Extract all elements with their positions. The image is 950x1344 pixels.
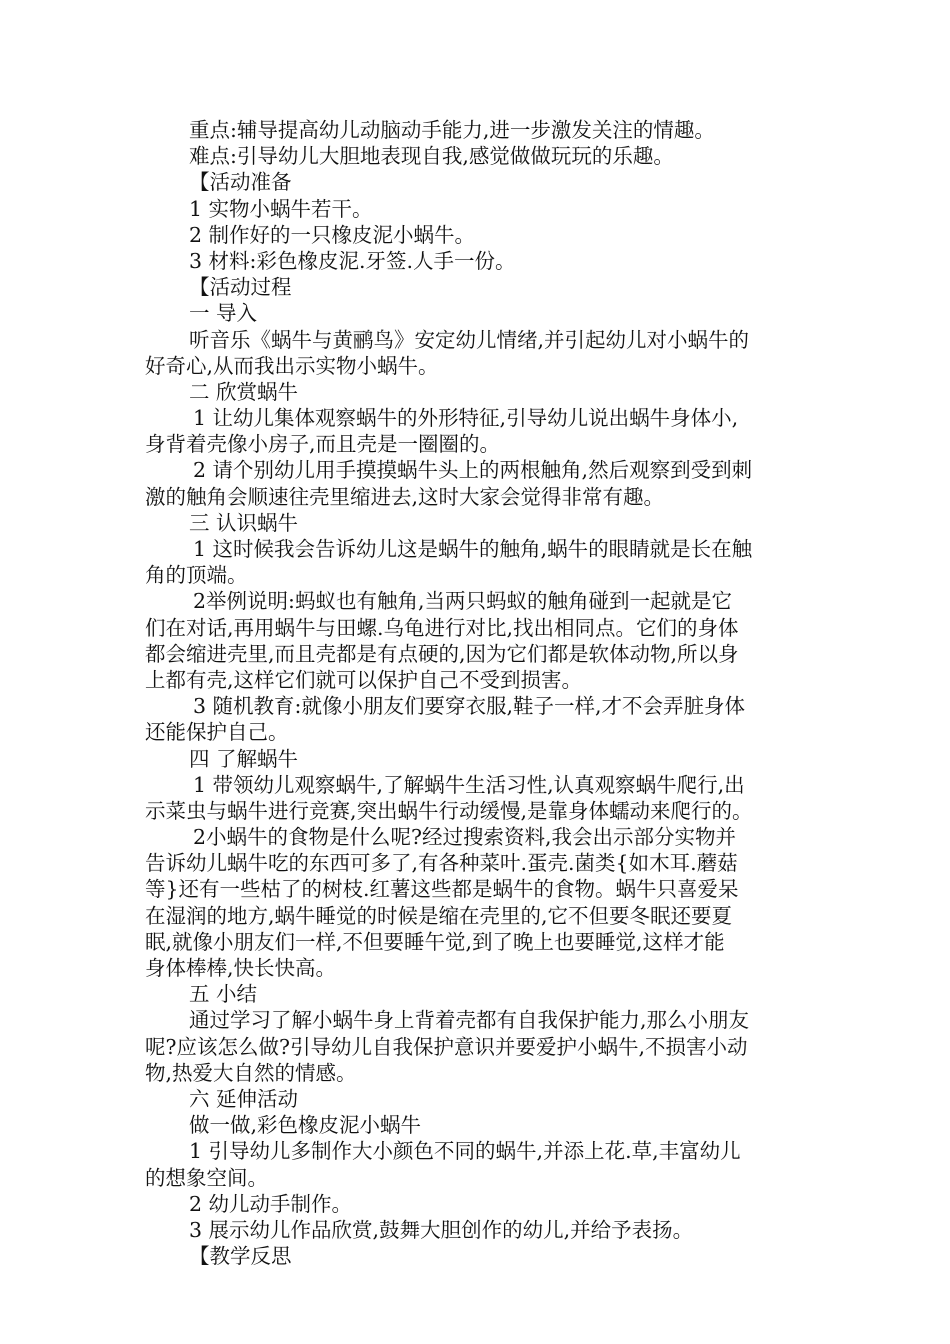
step-heading-extension: 六 延伸活动 (189, 1086, 299, 1111)
paragraph-line: 做一做,彩色橡皮泥小蜗牛 (189, 1113, 422, 1138)
paragraph-line: 上都有壳,这样它们就可以保护自己不受到损害。 (145, 667, 583, 692)
paragraph-line: 告诉幼儿蜗牛吃的东西可多了,有各种菜叶.蛋壳.菌类{如木耳.蘑菇 (145, 851, 738, 876)
paragraph-line: 眠,就像小朋友们一样,不但要睡午觉,到了晚上也要睡觉,这样才能 (145, 929, 725, 954)
paragraph-line: 角的顶端。 (145, 563, 248, 588)
paragraph-line: 身体棒棒,快长快高。 (145, 956, 337, 980)
key-point-line: 重点:辅导提高幼儿动脑动手能力,进一步激发关注的情趣。 (189, 118, 715, 142)
paragraph-line: 2举例说明:蚂蚁也有触角,当两只蚂蚁的触角碰到一起就是它 (193, 589, 732, 614)
paragraph-line: 3 随机教育:就像小朋友们要穿衣服,鞋子一样,才不会弄脏身体 (193, 694, 745, 719)
paragraph-line: 还能保护自己。 (145, 720, 289, 745)
paragraph-line: 等}还有一些枯了的树枝.红薯这些都是蜗牛的食物。蜗牛只喜爱呆 (145, 877, 739, 902)
step-heading-summary: 五 小结 (189, 982, 258, 1007)
paragraph-line: 呢?应该怎么做?引导幼儿自我保护意识并要爱护小蜗牛,不损害小动 (145, 1034, 748, 1059)
paragraph-line: 1 带领幼儿观察蜗牛,了解蜗牛生活习性,认真观察蜗牛爬行,出 (193, 772, 745, 797)
document-body (145, 117, 810, 1269)
preparation-item-1: 1 实物小蜗牛若干。 (189, 196, 373, 221)
preparation-item-3: 3 材料:彩色橡皮泥.牙签.人手一份。 (189, 248, 516, 273)
step-heading-intro: 一 导入 (189, 301, 258, 326)
paragraph-line: 的想象空间。 (145, 1165, 268, 1190)
paragraph-line: 物,热爱大自然的情感。 (145, 1060, 357, 1085)
section-heading-process: 【活动过程 (189, 275, 292, 300)
paragraph-line: 通过学习了解小蜗牛身上背着壳都有自我保护能力,那么小朋友 (189, 1008, 750, 1033)
paragraph-line: 示菜虫与蜗牛进行竞赛,突出蜗牛行动缓慢,是靠身体蠕动来爬行的。 (145, 798, 753, 823)
preparation-item-2: 2 制作好的一只橡皮泥小蜗牛。 (189, 222, 476, 247)
paragraph-line: 都会缩进壳里,而且壳都是有点硬的,因为它们都是软体动物,所以身 (145, 641, 739, 666)
paragraph-line: 激的触角会顺速往壳里缩进去,这时大家会觉得非常有趣。 (145, 484, 665, 509)
paragraph-line: 好奇心,从而我出示实物小蜗牛。 (145, 353, 439, 378)
paragraph-line: 2 幼儿动手制作。 (189, 1191, 353, 1216)
step-heading-recognize: 三 认识蜗牛 (189, 510, 299, 535)
paragraph-line: 1 这时候我会告诉幼儿这是蜗牛的触角,蜗牛的眼睛就是长在触 (193, 537, 753, 561)
section-heading-reflection: 【教学反思 (189, 1244, 292, 1269)
paragraph-line: 在湿润的地方,蜗牛睡觉的时候是缩在壳里的,它不但要冬眠还要夏 (145, 903, 733, 928)
paragraph-line: 听音乐《蜗牛与黄鹂鸟》安定幼儿情绪,并引起幼儿对小蜗牛的 (189, 327, 750, 352)
paragraph-line: 3 展示幼儿作品欣赏,鼓舞大胆创作的幼儿,并给予表扬。 (189, 1217, 694, 1242)
step-heading-appreciate: 二 欣赏蜗牛 (189, 379, 299, 404)
paragraph-line: 2 请个别幼儿用手摸摸蜗牛头上的两根触角,然后观察到受到刺 (193, 458, 753, 483)
paragraph-line: 1 让幼儿集体观察蜗牛的外形特征,引导幼儿说出蜗牛身体小, (193, 406, 739, 431)
paragraph-line: 身背着壳像小房子,而且壳是一圈圈的。 (145, 432, 501, 457)
difficulty-line: 难点:引导幼儿大胆地表现自我,感觉做做玩玩的乐趣。 (189, 144, 674, 169)
paragraph-line: 1 引导幼儿多制作大小颜色不同的蜗牛,并添上花.草,丰富幼儿 (189, 1139, 741, 1164)
section-heading-preparation: 【活动准备 (189, 170, 292, 195)
paragraph-line: 2小蜗牛的食物是什么呢?经过搜索资料,我会出示部分实物并 (193, 825, 737, 850)
step-heading-understand: 四 了解蜗牛 (189, 746, 299, 771)
paragraph-line: 们在对话,再用蜗牛与田螺.乌龟进行对比,找出相同点。它们的身体 (145, 615, 739, 640)
